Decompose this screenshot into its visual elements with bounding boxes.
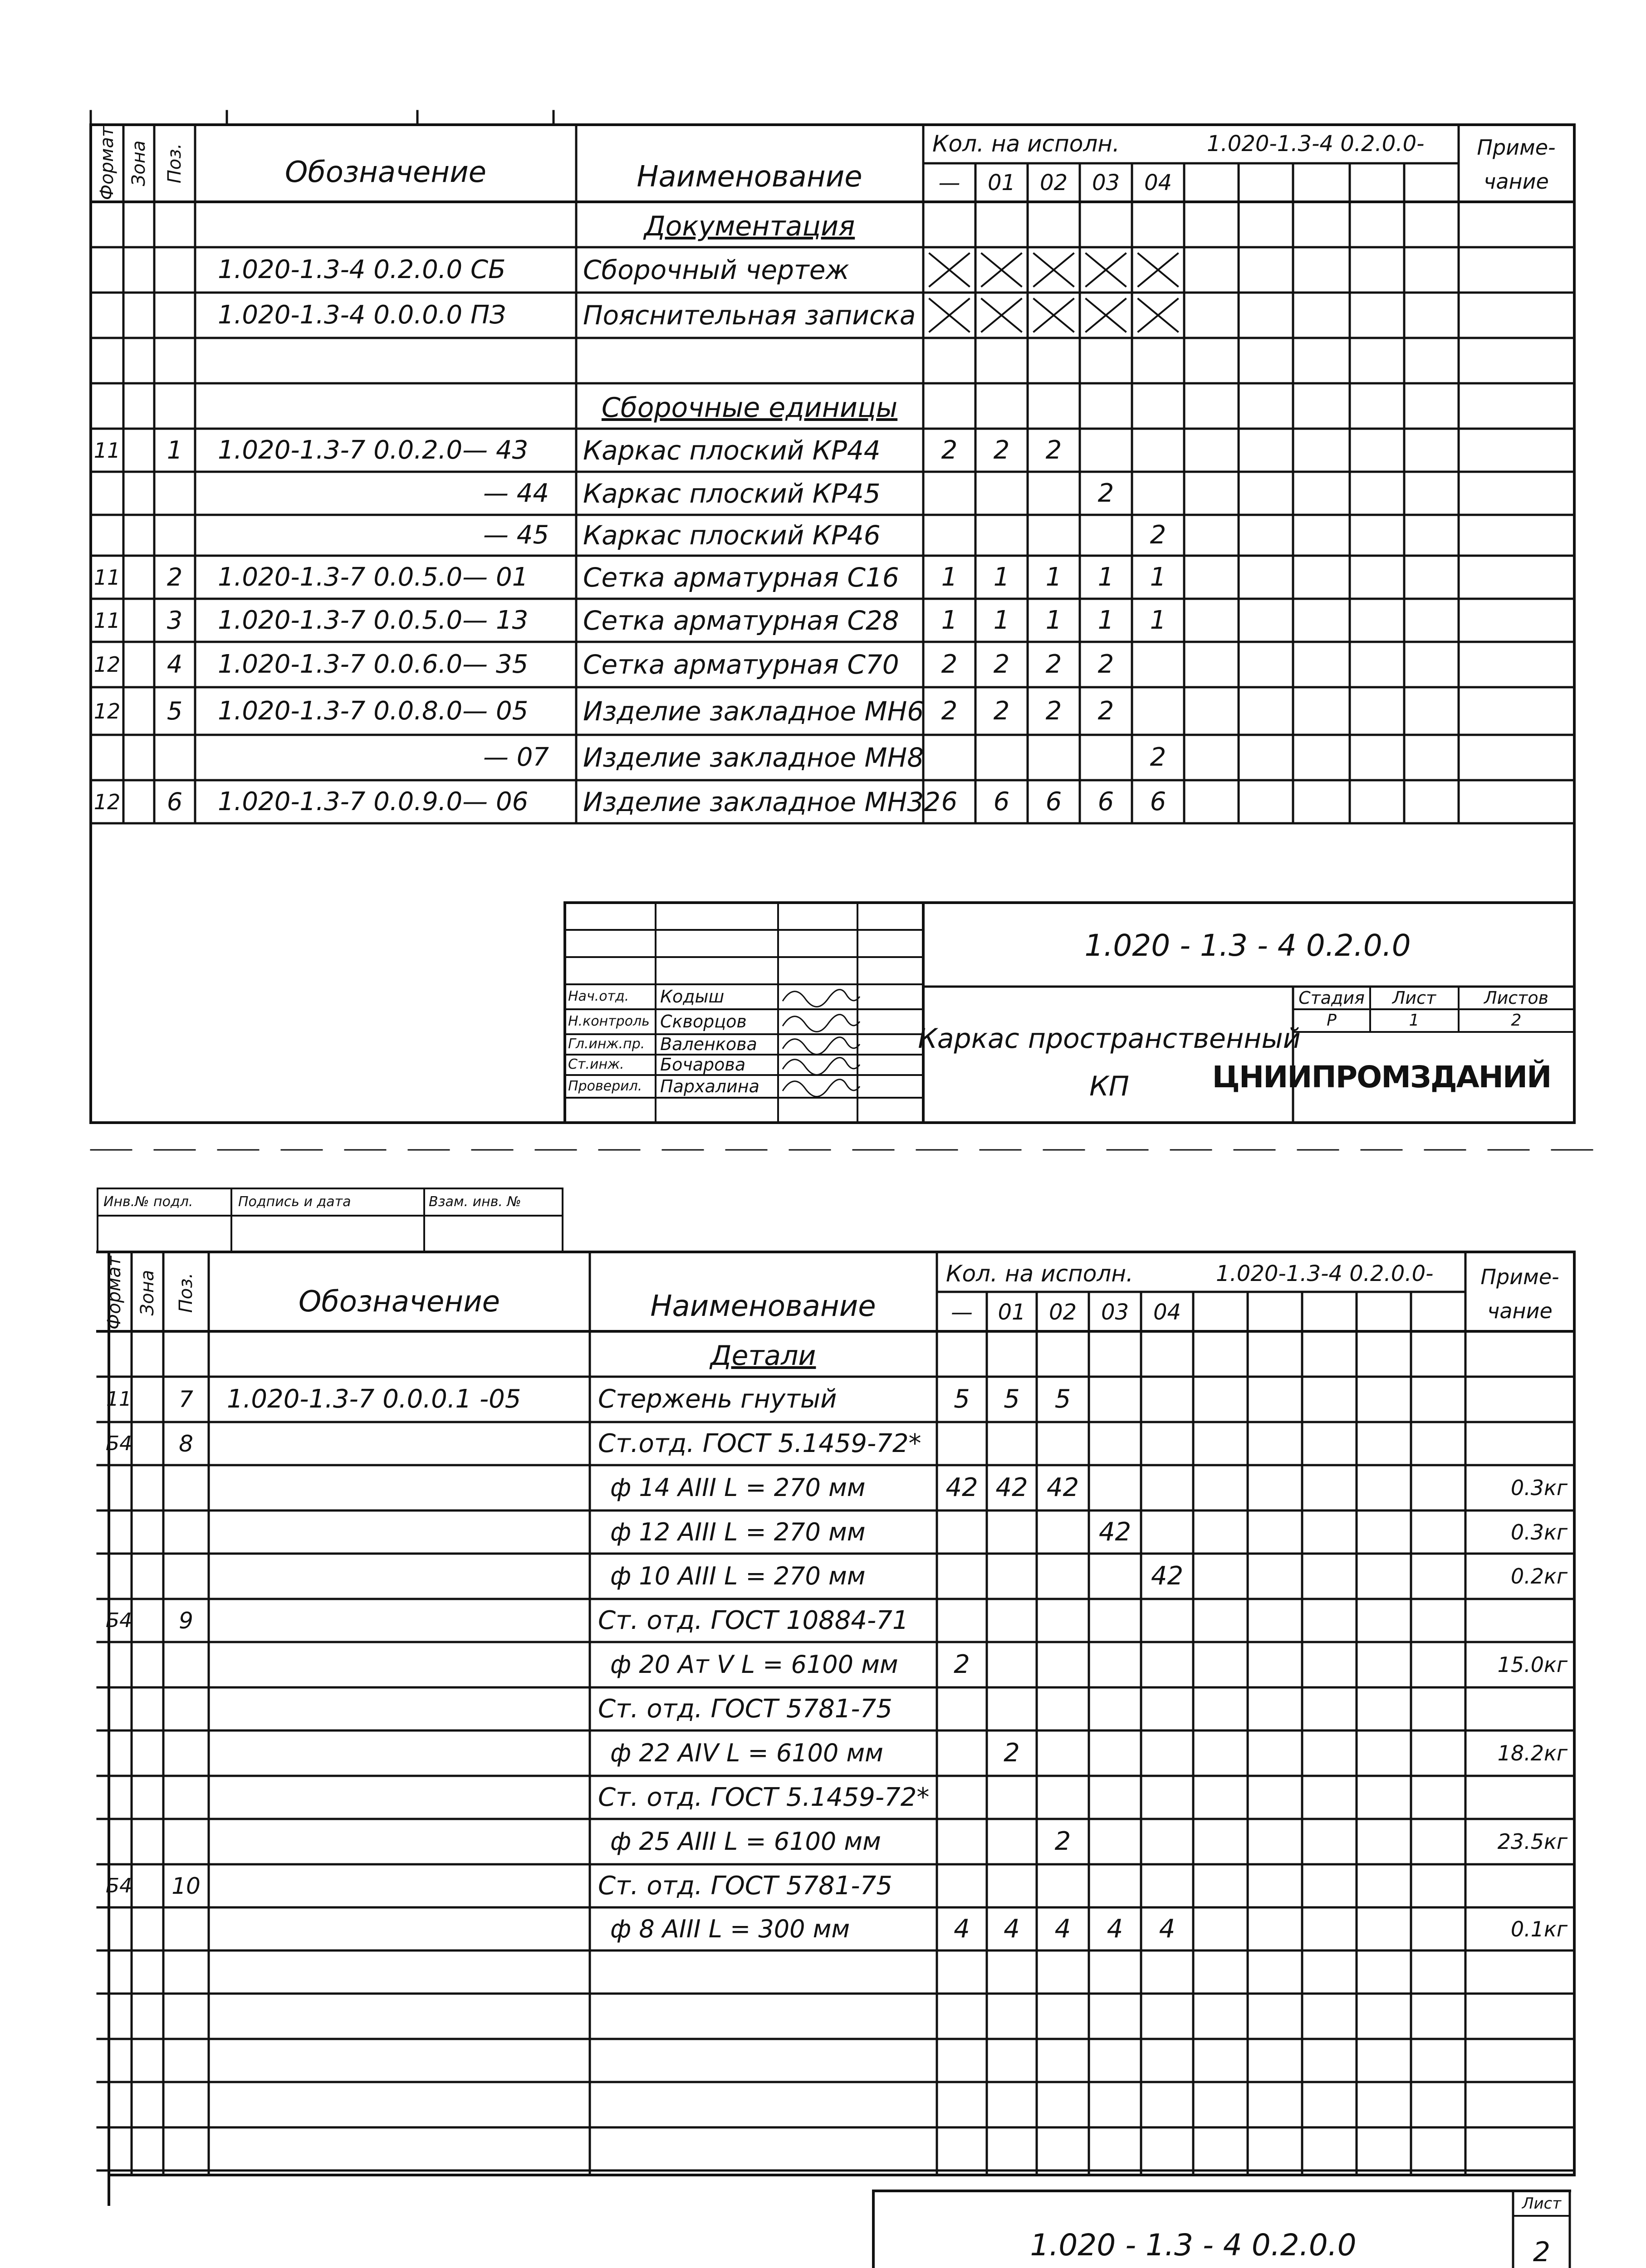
sheet2-row-name: ф 10 AIII L = 270 мм [610, 1562, 866, 1590]
sheet2-row-format: Б4 [105, 1874, 132, 1897]
sheet2-row-qty: 2 [1004, 1738, 1020, 1768]
sheet2-header-pos: Поз. [176, 1272, 196, 1313]
sheet1-section-title: Документация [644, 210, 855, 242]
sheet1-row-qty: 2 [941, 650, 958, 679]
sheet2-row-qty: 42 [1046, 1473, 1079, 1502]
sheet2-row-name: Ст. отд. ГОСТ 5781-75 [598, 1871, 892, 1901]
sheet1-row-pos: 5 [167, 696, 183, 725]
sheet2-row-name: ф 12 AIII L = 270 мм [610, 1517, 866, 1546]
sheet1-variant-0: — [938, 170, 960, 196]
sheet1-row-designation: 1.020-1.3-7 0.0.9.0— 06 [218, 787, 529, 816]
sheet1-row-qty: 6 [1097, 787, 1114, 816]
sheet1-row-format: 11 [93, 565, 121, 590]
sheet1-row-qty: 2 [1097, 696, 1114, 726]
sheet1-row-name: Каркас плоский КР46 [583, 520, 881, 551]
signature-mark [783, 1058, 860, 1075]
sheet2-row-note: 0.2кг [1510, 1564, 1568, 1589]
sheet2-side-label: Инв.№ подл. [103, 1194, 193, 1210]
sheet1-row-qty: 2 [1150, 520, 1166, 550]
sheet1-signer-name: Кодыш [660, 987, 725, 1007]
sheet1-stamp-org: ЦНИИПРОМЗДАНИЙ [1212, 1060, 1551, 1095]
sheet1-header-designation: Обозначение [284, 156, 487, 189]
sheet1-row-designation: 1.020-1.3-7 0.0.5.0— 01 [218, 562, 529, 592]
sheet2-side-label: Взам. инв. № [429, 1194, 521, 1210]
sheet2-row-name: Ст. отд. ГОСТ 5781-75 [598, 1694, 892, 1724]
sheet1-row-designation: 1.020-1.3-7 0.0.6.0— 35 [218, 650, 529, 679]
sheet1-header-name: Наименование [637, 160, 862, 194]
sheet1-row-qty: 6 [1150, 787, 1166, 816]
sheet2-row-note: 0.1кг [1510, 1916, 1568, 1941]
sheet1-row-qty: 1 [993, 562, 1010, 592]
sheet2-row-format: Б4 [105, 1432, 132, 1455]
sheet2-row-qty: 4 [1004, 1914, 1020, 1944]
sheet2-variant-1: 01 [998, 1300, 1026, 1325]
sheet2-row-qty: 2 [1054, 1827, 1071, 1856]
sheet1-row-designation: 1.020-1.3-7 0.0.2.0— 43 [218, 435, 529, 465]
sheet2-row-qty: 42 [945, 1473, 978, 1502]
sheet1-row-qty: 2 [1045, 696, 1062, 726]
sheet2-header-note-2: чание [1487, 1299, 1553, 1323]
sheet1-stamp-sheets-label: Листов [1484, 988, 1548, 1008]
sheet1-signer-role: Ст.инж. [568, 1056, 624, 1072]
sheet1-row-name: Пояснительная записка [583, 300, 916, 331]
sheet2-row-name: Ст. отд. ГОСТ 10884-71 [598, 1605, 909, 1635]
sheet1-header-note-2: чание [1484, 169, 1549, 194]
sheet2-row-name: Стержень гнутый [598, 1384, 837, 1414]
sheet1-stamp-title: Каркас пространственный [918, 1023, 1301, 1055]
sheet1-row-qty: 2 [1045, 435, 1062, 465]
sheet2-row-name: Ст. отд. ГОСТ 5.1459-72* [598, 1782, 930, 1812]
sheet1-row-qty: 2 [1045, 650, 1062, 679]
sheet2-row-designation: 1.020-1.3-7 0.0.0.1 -05 [227, 1384, 521, 1414]
sheet1-variant-2: 02 [1039, 170, 1068, 196]
sheet1-section-title: Сборочные единицы [601, 392, 898, 424]
sheet2-row-note: 15.0кг [1497, 1652, 1568, 1677]
sheet1-row-designation: 1.020-1.3-4 0.2.0.0 СБ [218, 255, 506, 284]
sheet1-row-qty: 1 [1045, 562, 1062, 592]
sheet2-header-name: Наименование [650, 1290, 876, 1323]
sheet2-row-note: 0.3кг [1510, 1520, 1568, 1545]
sheet2-row-qty: 42 [1098, 1517, 1132, 1547]
sheet1-signer-name: Пархалина [660, 1076, 759, 1096]
sheet2-stamp-sheet-label: Лист [1522, 2195, 1562, 2213]
sheet1-header-zone: Зона [128, 140, 149, 186]
sheet2-row-qty: 4 [1107, 1914, 1123, 1944]
sheet1-variant-3: 03 [1092, 170, 1120, 196]
sheet2-variant-3: 03 [1101, 1300, 1129, 1325]
sheet1-row-qty: 2 [941, 696, 958, 726]
sheet1-row-qty: 6 [941, 787, 958, 816]
sheet2-variant-0: — [951, 1300, 973, 1325]
signature-mark [783, 1015, 860, 1032]
sheet2-row-format: 11 [106, 1388, 132, 1411]
sheet1-stamp-title-2: КП [1089, 1070, 1129, 1102]
sheet1-row-name: Каркас плоский КР44 [583, 435, 881, 466]
sheet1-row-qty: 1 [941, 605, 958, 635]
sheet2-row-qty: 5 [1054, 1384, 1071, 1414]
sheet2-row-name: ф 8 AIII L = 300 мм [610, 1914, 850, 1943]
sheet1-row-designation: — 07 [483, 743, 549, 772]
sheet1-row-qty: 2 [1097, 478, 1114, 508]
sheet1-row-format: 12 [93, 652, 121, 677]
sheet1-row-designation: — 45 [483, 520, 549, 550]
sheet2-row-qty: 42 [1151, 1561, 1184, 1591]
sheet2-row-pos: 10 [171, 1872, 201, 1899]
sheet2-row-name: ф 25 AIII L = 6100 мм [610, 1827, 881, 1856]
sheet1-row-qty: 2 [993, 435, 1010, 465]
sheet2-row-qty: 5 [954, 1384, 970, 1414]
signature-mark [783, 990, 860, 1007]
sheet2-row-pos: 9 [179, 1607, 193, 1634]
sheet2-row-note: 0.3кг [1510, 1476, 1568, 1500]
sheet1-row-name: Изделие закладное МН8 [583, 742, 924, 773]
sheet1-signer-role: Гл.инж.пр. [568, 1036, 645, 1052]
sheet2-row-name: ф 22 AIV L = 6100 мм [610, 1739, 883, 1767]
sheet2-header-note-1: Приме- [1480, 1265, 1559, 1289]
sheet2-header-qty-code: 1.020-1.3-4 0.2.0.0- [1216, 1261, 1434, 1286]
sheet1-row-designation: — 44 [483, 478, 549, 508]
sheet1-signer-name: Скворцов [660, 1012, 747, 1031]
sheet1-row-qty: 1 [1045, 605, 1062, 635]
sheet1-variant-4: 04 [1144, 170, 1172, 196]
sheet1-row-qty: 1 [1150, 562, 1166, 592]
sheet2-section-title: Детали [710, 1340, 816, 1372]
sheet1-row-pos: 1 [167, 435, 183, 464]
sheet2-side-label: Подпись и дата [238, 1194, 351, 1210]
sheet2-header-format: Формат [104, 1256, 125, 1330]
sheet1-signer-role: Н.контроль [568, 1013, 650, 1029]
sheet1-row-qty: 1 [993, 605, 1010, 635]
sheet2-row-qty: 4 [1054, 1914, 1071, 1944]
sheet1-row-designation: 1.020-1.3-4 0.0.0.0 ПЗ [218, 300, 506, 330]
sheet1-row-name: Сетка арматурная С28 [583, 605, 899, 636]
sheet1-row-qty: 2 [1150, 743, 1166, 772]
sheet1-row-name: Сетка арматурная С16 [583, 562, 899, 593]
sheet1-row-qty: 1 [1097, 605, 1114, 635]
sheet2-row-qty: 4 [1159, 1914, 1176, 1944]
sheet2-row-note: 18.2кг [1497, 1741, 1568, 1765]
sheet1-signer-role: Нач.отд. [568, 988, 629, 1004]
sheet1-header-format: Формат [97, 126, 118, 200]
sheet1-signer-name: Бочарова [660, 1055, 746, 1075]
sheet2-header-qty: Кол. на исполн. [946, 1261, 1133, 1287]
sheet2-row-name: ф 20 Ат V L = 6100 мм [610, 1650, 898, 1679]
sheet1-row-pos: 4 [167, 650, 183, 679]
sheet1-row-qty: 6 [1045, 787, 1062, 816]
sheet2-header-designation: Обозначение [298, 1285, 500, 1319]
sheet1-stamp-code: 1.020 - 1.3 - 4 0.2.0.0 [1084, 928, 1411, 963]
sheet1-row-format: 11 [93, 438, 121, 463]
sheet1-header-qty-code: 1.020-1.3-4 0.2.0.0- [1207, 131, 1425, 156]
sheet1-row-format: 12 [93, 699, 121, 723]
sheet1-signer-role: Проверил. [568, 1078, 642, 1094]
sheet2-stamp-sheet: 2 [1533, 2236, 1551, 2268]
sheet1-row-name: Сборочный чертеж [583, 254, 849, 285]
sheet1-stamp-stage-label: Стадия [1298, 988, 1365, 1008]
sheet1-variant-1: 01 [987, 170, 1016, 196]
sheet1-row-name: Каркас плоский КР45 [583, 478, 881, 509]
sheet1-row-pos: 3 [167, 606, 183, 635]
sheet1-row-format: 12 [93, 789, 121, 814]
sheet2-variant-2: 02 [1048, 1300, 1077, 1325]
sheet1-row-qty: 6 [993, 787, 1010, 816]
sheet1-row-qty: 2 [941, 435, 958, 465]
sheet2-row-pos: 7 [179, 1386, 193, 1413]
sheet1-stamp-sheet: 1 [1409, 1011, 1420, 1030]
sheet2-row-pos: 8 [179, 1430, 193, 1457]
sheet1-stamp-sheets: 2 [1511, 1011, 1522, 1030]
sheet1-row-qty: 2 [1097, 650, 1114, 679]
sheet1-row-qty: 1 [941, 562, 958, 592]
sheet1-row-qty: 2 [993, 696, 1010, 726]
sheet2-header-zone: Зона [137, 1270, 158, 1316]
signature-mark [783, 1080, 860, 1097]
sheet1-header-note-1: Приме- [1477, 135, 1556, 160]
sheet1-row-designation: 1.020-1.3-7 0.0.5.0— 13 [218, 605, 529, 635]
sheet1-row-pos: 2 [167, 562, 183, 591]
sheet2-row-format: Б4 [105, 1608, 132, 1632]
sheet1-row-name: Сетка арматурная С70 [583, 649, 899, 680]
sheet1-row-format: 11 [93, 608, 121, 633]
sheet1-row-designation: 1.020-1.3-7 0.0.8.0— 05 [218, 696, 529, 726]
sheet2-row-name: Ст.отд. ГОСТ 5.1459-72* [598, 1428, 921, 1458]
sheet1-row-name: Изделие закладное МН32 [583, 786, 941, 817]
sheet2-row-name: ф 14 AIII L = 270 мм [610, 1473, 866, 1502]
sheet2-row-qty: 42 [995, 1473, 1028, 1502]
sheet2-variant-4: 04 [1153, 1300, 1181, 1325]
sheet1-row-qty: 1 [1097, 562, 1114, 592]
sheet1-stamp-sheet-label: Лист [1392, 988, 1436, 1008]
sheet1-row-name: Изделие закладное МН6 [583, 695, 924, 727]
sheet2-row-note: 23.5кг [1497, 1829, 1568, 1854]
sheet1-stamp-stage: Р [1327, 1011, 1337, 1030]
sheet1-row-qty: 2 [993, 650, 1010, 679]
sheet1-header-pos: Поз. [164, 143, 185, 184]
signature-mark [783, 1037, 860, 1055]
sheet2-row-qty: 5 [1004, 1384, 1020, 1414]
sheet2-stamp-code: 1.020 - 1.3 - 4 0.2.0.0 [1030, 2228, 1357, 2263]
sheet1-signer-name: Валенкова [660, 1034, 757, 1054]
sheet1-row-pos: 6 [167, 787, 183, 816]
sheet1-row-qty: 1 [1150, 605, 1166, 635]
sheet2-row-qty: 4 [954, 1914, 970, 1944]
sheet2-row-qty: 2 [954, 1650, 970, 1679]
sheet1-header-qty: Кол. на исполн. [932, 131, 1120, 157]
